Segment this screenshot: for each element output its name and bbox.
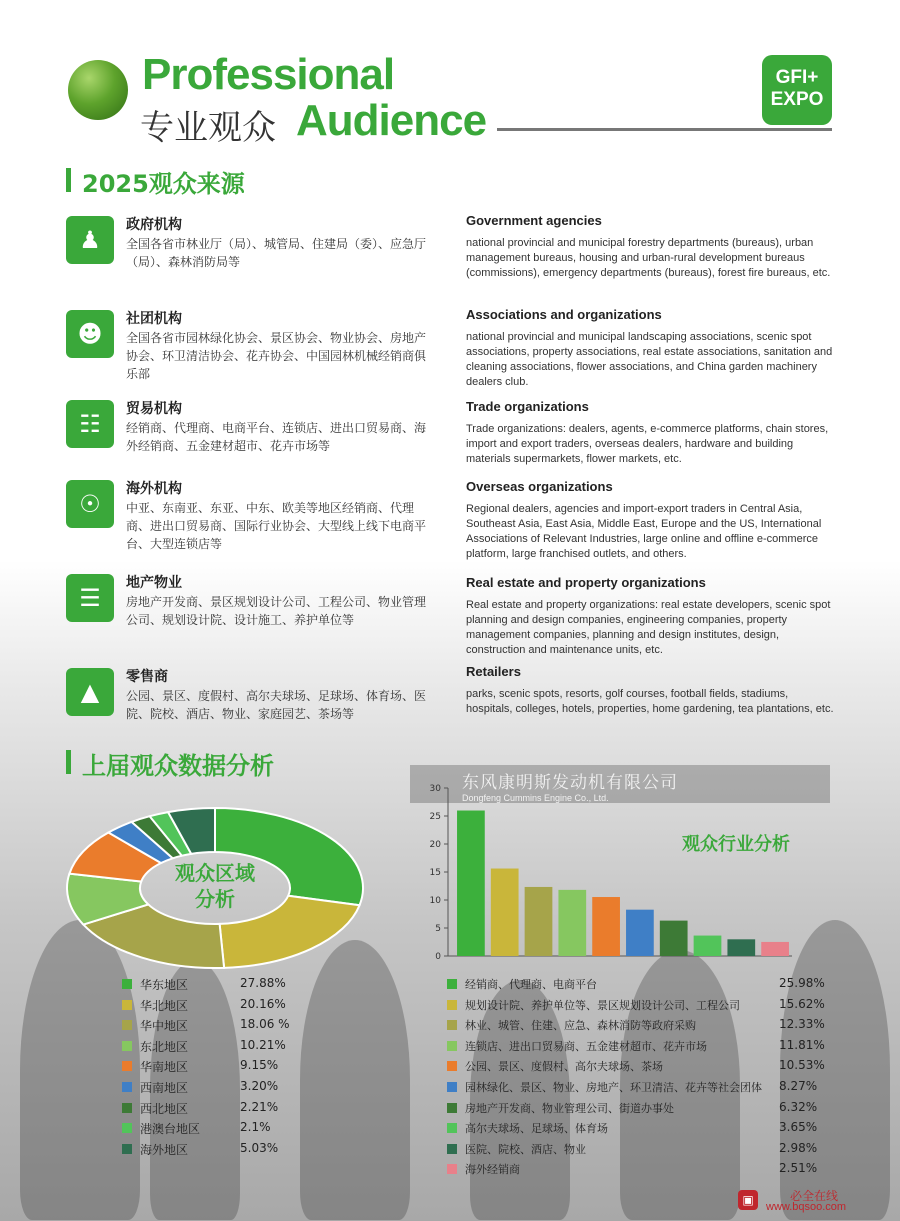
category-title: 零售商 — [126, 669, 168, 685]
legend-label: 华北地区 — [140, 998, 189, 1013]
donut-title — [155, 860, 275, 912]
bar-10 — [761, 942, 789, 956]
gfi-expo-logo — [762, 55, 832, 125]
cart-icon: ☷ — [66, 400, 114, 448]
legend-label: 港澳台地区 — [140, 1122, 201, 1137]
region-legend-item — [122, 1058, 292, 1076]
english-property — [466, 575, 836, 658]
title-audience: Audience — [296, 96, 487, 145]
legend-label: 经销商、代理商、电商平台 — [465, 978, 597, 991]
legend-swatch — [122, 1103, 132, 1113]
legend-label: 医院、院校、酒店、物业 — [465, 1142, 586, 1156]
legend-swatch — [122, 1000, 132, 1010]
association-icon: ☻ — [66, 310, 114, 358]
legend-value: 8.27% — [779, 1079, 818, 1093]
english-associations — [466, 307, 836, 390]
category-text: 公园、景区、度假村、高尔夫球场、足球场、体育场、医院、院校、酒店、物业、家庭园艺、茶场等 — [126, 689, 427, 721]
category-title: 海外机构 — [126, 481, 182, 497]
legend-swatch — [122, 1041, 132, 1051]
y-tick-label: 30 — [429, 784, 441, 794]
legend-value: 5.03% — [240, 1140, 279, 1155]
region-legend-item — [122, 1100, 292, 1118]
legend-value: 18.06 % — [240, 1017, 290, 1032]
bar-7 — [660, 921, 688, 956]
legend-value: 10.53% — [779, 1058, 825, 1073]
category-text: 中亚、东南亚、东亚、中东、欧美等地区经销商、代理商、进出口贸易商、国际行业协会、大型线上线下电商平台、大型连锁店等 — [126, 501, 427, 551]
globe-icon: ☉ — [66, 480, 114, 528]
legend-swatch — [447, 1000, 457, 1010]
legend-swatch — [447, 1041, 457, 1051]
english-text: parks, scenic spots, resorts, golf courses, football fields, stadiums, hospitals, colleges, hotels, properties, home gardening, tea plantations, etc. — [466, 688, 834, 715]
y-tick-label: 5 — [435, 924, 441, 934]
industry-bar-chart — [420, 780, 820, 970]
legend-swatch — [447, 1020, 457, 1030]
legend-swatch — [447, 1061, 457, 1071]
english-text: Trade organizations: dealers, agents, e-commerce platforms, chain stores, import and export traders, overseas dealers, hardware and building materials supermarkets, flower markets, etc. — [466, 423, 829, 465]
english-title: Trade organizations — [466, 399, 589, 414]
region-legend-item — [122, 1017, 292, 1035]
legend-value: 6.32% — [779, 1099, 818, 1114]
legend-value: 2.21% — [240, 1099, 279, 1114]
category-title: 政府机构 — [126, 217, 182, 233]
y-tick-label: 0 — [435, 952, 441, 962]
industry-legend-item — [447, 1141, 827, 1159]
legend-swatch — [122, 1082, 132, 1092]
english-title: Real estate and property organizations — [466, 575, 706, 590]
legend-value: 9.15% — [240, 1058, 279, 1073]
category-text: 全国各省市园林绿化协会、景区协会、物业协会、房地产协会、环卫清洁协会、花卉协会、中国园林机械经销商俱乐部 — [126, 331, 427, 381]
region-legend — [122, 976, 302, 1156]
legend-label: 西南地区 — [140, 1081, 189, 1095]
trees-icon: ▲ — [66, 668, 114, 716]
y-tick-label: 15 — [429, 868, 441, 878]
category-title: 社团机构 — [126, 311, 182, 327]
legend-value: 15.62% — [779, 996, 825, 1011]
english-title: Overseas organizations — [466, 479, 613, 494]
legend-value: 25.98% — [779, 976, 825, 990]
english-text: Real estate and property organizations: real estate developers, scenic spot planning and design companies, engineering companies, property management companies, planning and design institutes, design, construction and maintenance units, etc. — [466, 599, 831, 656]
industry-legend-item — [447, 1058, 827, 1076]
industry-legend — [447, 976, 832, 1181]
category-title: 地产物业 — [126, 575, 182, 591]
category-text: 房地产开发商、景区规划设计公司、工程公司、物业管理公司、规划设计院、设计施工、养护单位等 — [126, 595, 427, 627]
legend-label: 公园、景区、度假村、高尔夫球场、茶场 — [465, 1060, 663, 1074]
legend-label: 海外经销商 — [465, 1163, 520, 1177]
site-watermark — [738, 1187, 868, 1215]
legend-label: 连锁店、进出口贸易商、五金建材超市、花卉市场 — [465, 1039, 707, 1053]
legend-swatch — [122, 979, 132, 989]
legend-value: 20.16% — [240, 996, 286, 1011]
region-legend-item — [122, 1079, 292, 1097]
watermark-url: www.bqsoo.com — [766, 1201, 847, 1213]
english-trade — [466, 399, 836, 467]
region-legend-item — [122, 997, 292, 1015]
english-text: national provincial and municipal landscaping associations, scenic spot associations, property associations, real estate associations, sanitation and cleaning associations, flower associations, and China garden machinery dealers club. — [466, 331, 833, 388]
y-tick-label: 25 — [429, 812, 441, 822]
background-banner: 东风康明斯发动机有限公司 Dongfeng Cummins Engine Co., Ltd. — [410, 765, 830, 803]
category-text: 经销商、代理商、电商平台、连锁店、进出口贸易商、海外经销商、五金建材超市、花卉市场等 — [126, 421, 427, 453]
legend-swatch — [447, 1123, 457, 1133]
legend-label: 高尔夫球场、足球场、体育场 — [465, 1122, 608, 1136]
legend-value: 2.98% — [779, 1140, 818, 1155]
region-legend-item — [122, 1038, 292, 1056]
legend-label: 海外地区 — [140, 1142, 189, 1157]
header-rule — [497, 128, 832, 131]
group-icon: ♟ — [66, 216, 114, 264]
legend-value: 2.1% — [240, 1120, 271, 1135]
title-professional: Professional — [142, 50, 395, 99]
legend-swatch — [447, 1164, 457, 1174]
english-government — [466, 213, 836, 281]
bar-5 — [592, 897, 620, 956]
title-chinese: 专业观众 — [140, 108, 276, 148]
legend-swatch — [447, 1103, 457, 1113]
legend-label: 规划设计院、养护单位等、景区规划设计公司、工程公司 — [465, 998, 740, 1012]
legend-swatch — [122, 1061, 132, 1071]
category-title: 贸易机构 — [126, 401, 182, 417]
legend-label: 园林绿化、景区、物业、房地产、环卫清洁、花卉等社会团体 — [465, 1081, 762, 1094]
legend-swatch — [447, 1082, 457, 1092]
industry-legend-item — [447, 1038, 827, 1056]
category-text: 全国各省市林业厅（局）、城管局、住建局（委）、应急厅（局）、森林消防局等 — [126, 237, 427, 269]
legend-label: 林业、城管、住建、应急、森林消防等政府采购 — [465, 1019, 696, 1033]
grass-ball-logo — [68, 60, 128, 120]
industry-legend-item — [447, 1017, 827, 1035]
bar-6 — [626, 910, 654, 956]
logo-line-2: EXPO — [770, 89, 824, 110]
english-text: Regional dealers, agencies and import-export traders in Central Asia, Southeast Asia, East Asia, Middle East, Europe and the US, International Associations of Relevant Industries, large online and offline e-commerce platform, large franchised outlets, and others. — [466, 503, 822, 560]
legend-label: 东北地区 — [140, 1039, 189, 1054]
legend-swatch — [447, 1144, 457, 1154]
legend-value: 27.88% — [240, 976, 286, 990]
industry-legend-item — [447, 1120, 827, 1138]
legend-value: 3.65% — [779, 1120, 818, 1135]
bq-logo-icon: ▣ — [738, 1190, 758, 1210]
legend-swatch — [122, 1123, 132, 1133]
region-legend-item — [122, 976, 292, 994]
legend-value: 3.20% — [240, 1079, 279, 1093]
legend-swatch — [447, 979, 457, 989]
legend-value: 10.21% — [240, 1037, 286, 1052]
bar-2 — [491, 869, 519, 956]
english-overseas — [466, 479, 836, 562]
legend-value: 11.81% — [779, 1037, 825, 1052]
legend-value: 2.51% — [779, 1161, 818, 1176]
y-tick-label: 20 — [429, 840, 441, 850]
industry-legend-item — [447, 976, 827, 994]
bar-8 — [694, 936, 722, 956]
watermark-cn: 必全在线 — [790, 1189, 839, 1203]
industry-legend-item — [447, 1079, 827, 1097]
bar-1 — [457, 811, 485, 956]
industry-legend-item — [447, 997, 827, 1015]
english-retailers — [466, 664, 836, 717]
donut-title-line-2: 分析 — [195, 887, 235, 911]
y-tick-label: 10 — [429, 896, 441, 906]
english-title: Government agencies — [466, 213, 602, 228]
english-text: national provincial and municipal forestry departments (bureaus), urban management bureaus, housing and urban-rural development bureaus (commissions), emergency departments (bureaus), forest fire bureaus, etc. — [466, 237, 831, 279]
industry-legend-item — [447, 1161, 827, 1179]
bar-4 — [558, 890, 586, 956]
legend-label: 西北地区 — [140, 1101, 189, 1116]
legend-label: 华南地区 — [140, 1060, 189, 1075]
section-audience-sources: 2025观众来源 — [66, 164, 245, 199]
legend-swatch — [122, 1020, 132, 1030]
english-title: Retailers — [466, 664, 521, 679]
property-icon: ☰ — [66, 574, 114, 622]
legend-value: 12.33% — [779, 1017, 825, 1032]
logo-line-1: GFI+ — [775, 67, 819, 88]
english-title: Associations and organizations — [466, 307, 662, 322]
section-last-audience-analysis: 上届观众数据分析 — [66, 746, 274, 781]
region-legend-item — [122, 1141, 292, 1159]
bar-chart-title: 观众行业分析 — [682, 834, 790, 855]
region-legend-item — [122, 1120, 292, 1138]
donut-title-line-1: 观众区域 — [175, 861, 255, 885]
industry-legend-item — [447, 1100, 827, 1118]
bar-3 — [525, 887, 553, 956]
legend-label: 华中地区 — [140, 1019, 189, 1034]
bar-9 — [727, 939, 755, 956]
legend-label: 房地产开发商、物业管理公司、街道办事处 — [465, 1101, 674, 1115]
legend-label: 华东地区 — [140, 978, 189, 992]
legend-swatch — [122, 1144, 132, 1154]
